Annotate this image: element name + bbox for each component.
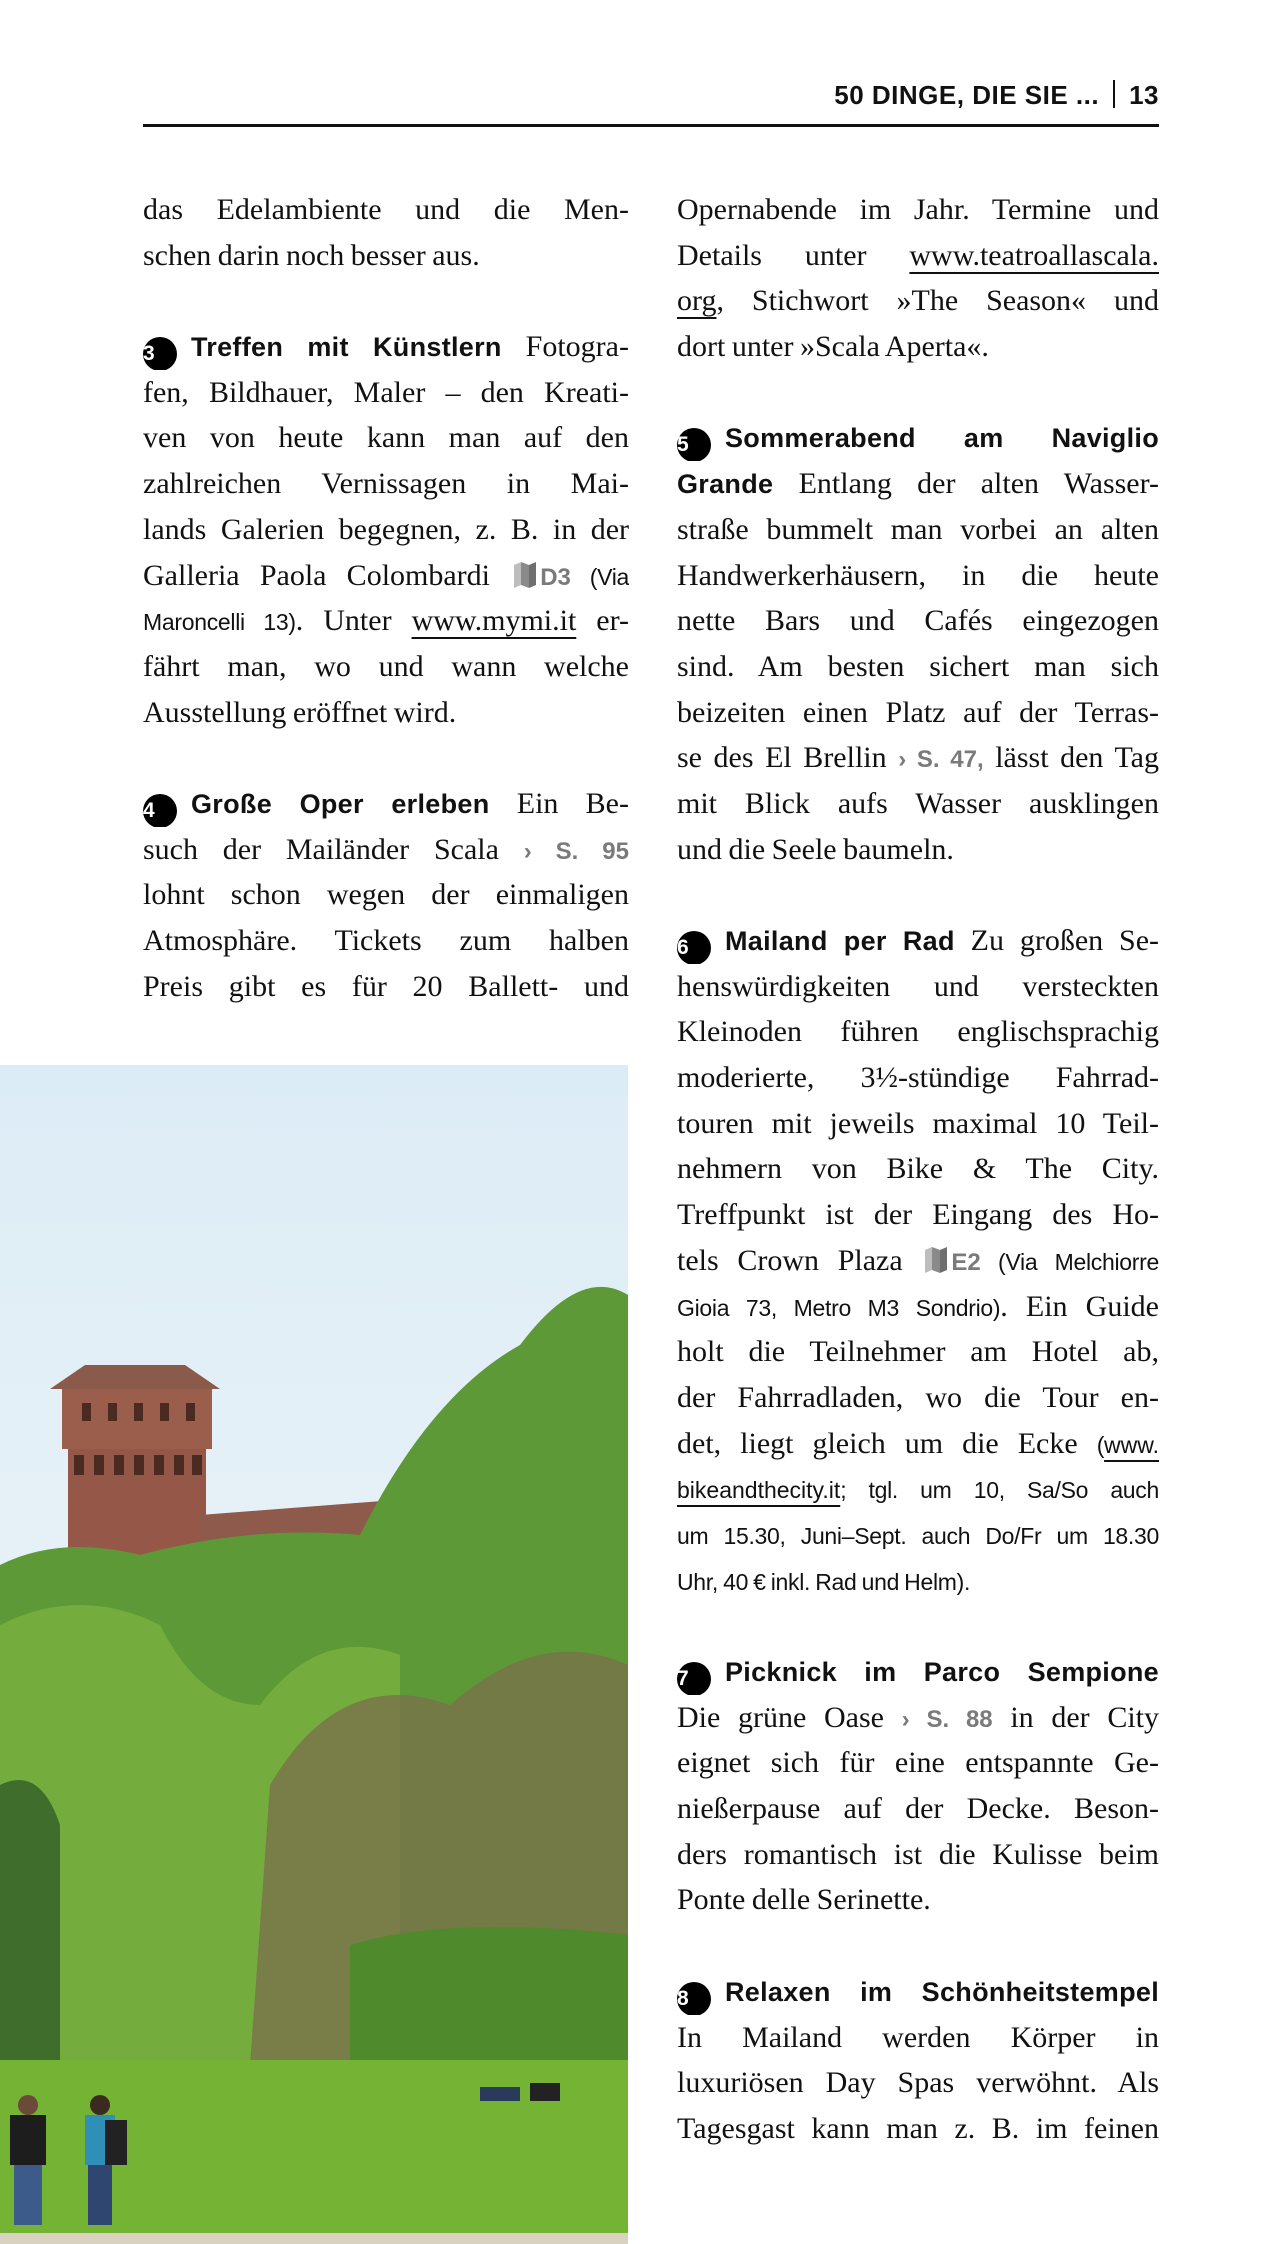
tip-number-badge: 5: [677, 428, 711, 461]
photo-park-castle: [0, 1065, 628, 2244]
text-line: [677, 644, 1159, 690]
text-line: [143, 690, 629, 736]
text-line: [677, 553, 1159, 599]
text-line: [143, 233, 629, 279]
tip-number-badge: 6: [677, 931, 711, 964]
text-line: [677, 2015, 1159, 2061]
text-line: [677, 1055, 1159, 1101]
body-text: nehmern von Bike & The City.: [677, 1152, 1159, 1186]
body-text: Galleria Paola Colombardi: [143, 558, 511, 592]
body-text: ven von heute kann man auf den: [143, 421, 629, 455]
text-line: [677, 1421, 1159, 1467]
text-line: [677, 1969, 1159, 2015]
body-text: . Unter: [295, 604, 412, 638]
text-line: [677, 278, 1159, 324]
address-info: ; tgl. um 10, Sa/So auch: [840, 1477, 1159, 1504]
text-line: [677, 233, 1159, 279]
blank-line: [143, 735, 629, 781]
body-text: Ponte delle Serinette.: [677, 1883, 931, 1917]
text-line: [143, 598, 629, 644]
body-text: nießerpause auf der Decke. Beson-: [677, 1792, 1159, 1826]
text-line: [677, 1877, 1159, 1923]
address-info: Maroncelli 13): [143, 609, 296, 636]
text-line: [677, 827, 1159, 873]
tip-heading: Relaxen im Schönheitstempel: [725, 1976, 1159, 2007]
address-info: um 15.30, Juni–Sept. auch Do/Fr um 18.30: [677, 1522, 1159, 1549]
body-text: such der Mailänder Scala: [143, 832, 524, 866]
text-line: [143, 872, 629, 918]
page-number: 13: [1129, 80, 1159, 110]
body-text: , Stichwort »The Season« und: [716, 284, 1159, 318]
blank-line: [143, 278, 629, 324]
body-text: eignet sich für eine entspannte Ge-: [677, 1746, 1159, 1780]
tip-number-badge: 3: [143, 337, 177, 370]
text-line: [677, 1329, 1159, 1375]
park-photo-illustration: [0, 1065, 628, 2244]
body-text: Handwerkerhäusern, in die heute: [677, 558, 1159, 592]
blank-line: [677, 1923, 1159, 1969]
body-text: Die grüne Oase: [677, 1700, 902, 1734]
path: [0, 2233, 628, 2244]
body-text: lohnt schon wegen der einmaligen: [143, 878, 629, 912]
text-line: [143, 324, 629, 370]
body-text: nette Bars und Cafés eingezogen: [677, 604, 1159, 638]
body-text: moderierte, 3½-stündige Fahrrad-: [677, 1061, 1159, 1095]
body-text: sind. Am besten sichert man sich: [677, 649, 1159, 683]
web-link[interactable]: www.: [1104, 1431, 1159, 1458]
body-text: lässt den Tag: [983, 741, 1159, 775]
page-reference-link[interactable]: › S. 88: [901, 1705, 993, 1733]
address-info: (: [1096, 1431, 1105, 1458]
text-line: [677, 324, 1159, 370]
tip-heading: Grande: [677, 469, 774, 500]
body-text: Treffpunkt ist der Eingang des Ho-: [677, 1198, 1159, 1232]
body-text: In Mailand werden Körper in: [677, 2020, 1159, 2054]
tip-heading: Mailand per Rad: [725, 926, 955, 956]
body-text: zahlreichen Vernissagen in Mai-: [143, 467, 629, 501]
text-line: [143, 827, 629, 873]
text-line: [143, 507, 629, 553]
body-text: lands Galerien begegnen, z. B. in der: [143, 512, 629, 546]
text-line: [143, 964, 629, 1010]
map-icon: [514, 556, 536, 582]
text-line: [677, 1740, 1159, 1786]
body-text: Fotogra-: [501, 330, 629, 364]
body-text: holt die Teilnehmer am Hotel ab,: [677, 1335, 1159, 1369]
text-line: [677, 2060, 1159, 2106]
body-text: mit Blick aufs Wasser ausklingen: [677, 786, 1159, 820]
text-line: [143, 644, 629, 690]
text-line: [677, 187, 1159, 233]
tip-number-badge: 4: [143, 794, 177, 827]
body-text: luxuriösen Day Spas verwöhnt. Als: [677, 2066, 1159, 2100]
body-text: das Edelambiente und die Men-: [143, 193, 629, 226]
text-line: [677, 1695, 1159, 1741]
address-info: Gioia 73, Metro M3 Sondrio): [677, 1294, 1001, 1321]
text-line: [677, 1101, 1159, 1147]
tip-number-badge: 8: [677, 1982, 711, 2015]
body-text: Atmosphäre. Tickets zum halben: [143, 924, 629, 957]
tip-heading: Sommerabend am Naviglio: [725, 423, 1159, 454]
body-text: in der City: [992, 1700, 1159, 1734]
tower-roof: [50, 1365, 220, 1389]
text-line: [677, 1009, 1159, 1055]
address-info: (Via: [570, 563, 629, 590]
body-text: Preis gibt es für 20 Ballett- und: [143, 969, 629, 1003]
body-text: Entlang der alten Wasser-: [773, 467, 1159, 501]
tip-heading: Picknick im Parco Sempione: [725, 1657, 1159, 1687]
body-text: Kleinoden führen englischsprachig: [677, 1015, 1159, 1049]
body-text: Opernabende im Jahr. Termine und: [677, 193, 1159, 226]
body-text: henswürdigkeiten und versteckten: [677, 969, 1159, 1003]
body-text: der Fahrradladen, wo die Tour en-: [677, 1380, 1159, 1414]
body-text: Zu großen Se-: [954, 924, 1159, 957]
text-line: [677, 1558, 1159, 1604]
web-link[interactable]: bikeandthecity.it: [677, 1477, 841, 1504]
text-line: [677, 1375, 1159, 1421]
text-line: [143, 370, 629, 416]
body-text: . Ein Guide: [1000, 1289, 1159, 1323]
body-text: Tagesgast kann man z. B. im feinen: [677, 2111, 1159, 2145]
tip-heading: Große Oper erleben: [191, 788, 490, 819]
text-line: [143, 918, 629, 964]
text-line: [143, 187, 629, 233]
address-info: Uhr, 40 € inkl. Rad und Helm).: [677, 1568, 971, 1595]
body-text: fen, Bildhauer, Maler – den Kreati-: [143, 375, 629, 409]
body-text: und die Seele baumeln.: [677, 832, 954, 866]
body-text: straße bummelt man vorbei an alten: [677, 512, 1159, 546]
blank-line: [677, 872, 1159, 918]
address-info: (Via Melchiorre: [980, 1248, 1159, 1275]
header-rule: [143, 124, 1159, 127]
text-line: [677, 415, 1159, 461]
text-line: [677, 964, 1159, 1010]
web-link[interactable]: www.mymi.it: [411, 604, 577, 638]
text-line: [677, 1238, 1159, 1284]
running-header: [834, 80, 1159, 111]
text-line: [677, 1192, 1159, 1238]
body-text: fährt man, wo und wann welche: [143, 649, 629, 683]
text-line: [677, 1832, 1159, 1878]
text-line: [677, 918, 1159, 964]
text-line: [677, 507, 1159, 553]
dark-trees: [0, 1780, 60, 2065]
body-text: Ausstellung eröffnet wird.: [143, 695, 457, 729]
hedge: [350, 1927, 628, 2075]
text-line: [143, 415, 629, 461]
body-text: Ein Be-: [489, 786, 629, 820]
web-link[interactable]: www.teatroallascala.: [909, 238, 1159, 272]
right-text-column: [677, 187, 1159, 2152]
body-text: tels Crown Plaza: [677, 1243, 922, 1277]
left-text-column: [143, 187, 629, 1009]
body-text: se des El Brellin: [677, 741, 899, 775]
text-line: [143, 553, 629, 599]
body-text: det, liegt gleich um die Ecke: [677, 1426, 1097, 1460]
text-line: [143, 781, 629, 827]
page-reference-link[interactable]: › S. 47,: [898, 746, 984, 774]
page-reference-link[interactable]: › S. 95: [523, 837, 629, 865]
web-link[interactable]: org: [677, 284, 717, 318]
body-text: schen darin noch besser aus.: [143, 238, 480, 272]
text-line: [677, 1786, 1159, 1832]
body-text: Details unter: [677, 238, 910, 272]
text-line: [677, 781, 1159, 827]
body-text: touren mit jeweils maximal 10 Teil-: [677, 1106, 1159, 1140]
text-line: [677, 1466, 1159, 1512]
text-line: [677, 2106, 1159, 2152]
body-text: beizeiten einen Platz auf der Terras-: [677, 695, 1159, 729]
tip-heading: Treffen mit Künstlern: [191, 332, 502, 363]
tip-number-badge: 7: [677, 1662, 711, 1695]
blank-line: [677, 370, 1159, 416]
text-line: [677, 598, 1159, 644]
map-icon: [925, 1241, 947, 1267]
text-line: [143, 461, 629, 507]
page-reference-link[interactable]: D3: [540, 563, 571, 591]
text-line: [677, 461, 1159, 507]
body-text: ders romantisch ist die Kulisse beim: [677, 1837, 1159, 1871]
body-text: er-: [576, 604, 629, 638]
text-line: [677, 690, 1159, 736]
header-divider: [1113, 80, 1115, 108]
text-line: [677, 1512, 1159, 1558]
text-line: [677, 1284, 1159, 1330]
blank-line: [677, 1603, 1159, 1649]
text-line: [677, 735, 1159, 781]
section-title: 50 DINGE, DIE SIE ...: [834, 80, 1100, 110]
text-line: [677, 1146, 1159, 1192]
page-reference-link[interactable]: E2: [951, 1248, 981, 1276]
text-line: [677, 1649, 1159, 1695]
body-text: dort unter »Scala Aperta«.: [677, 330, 989, 364]
